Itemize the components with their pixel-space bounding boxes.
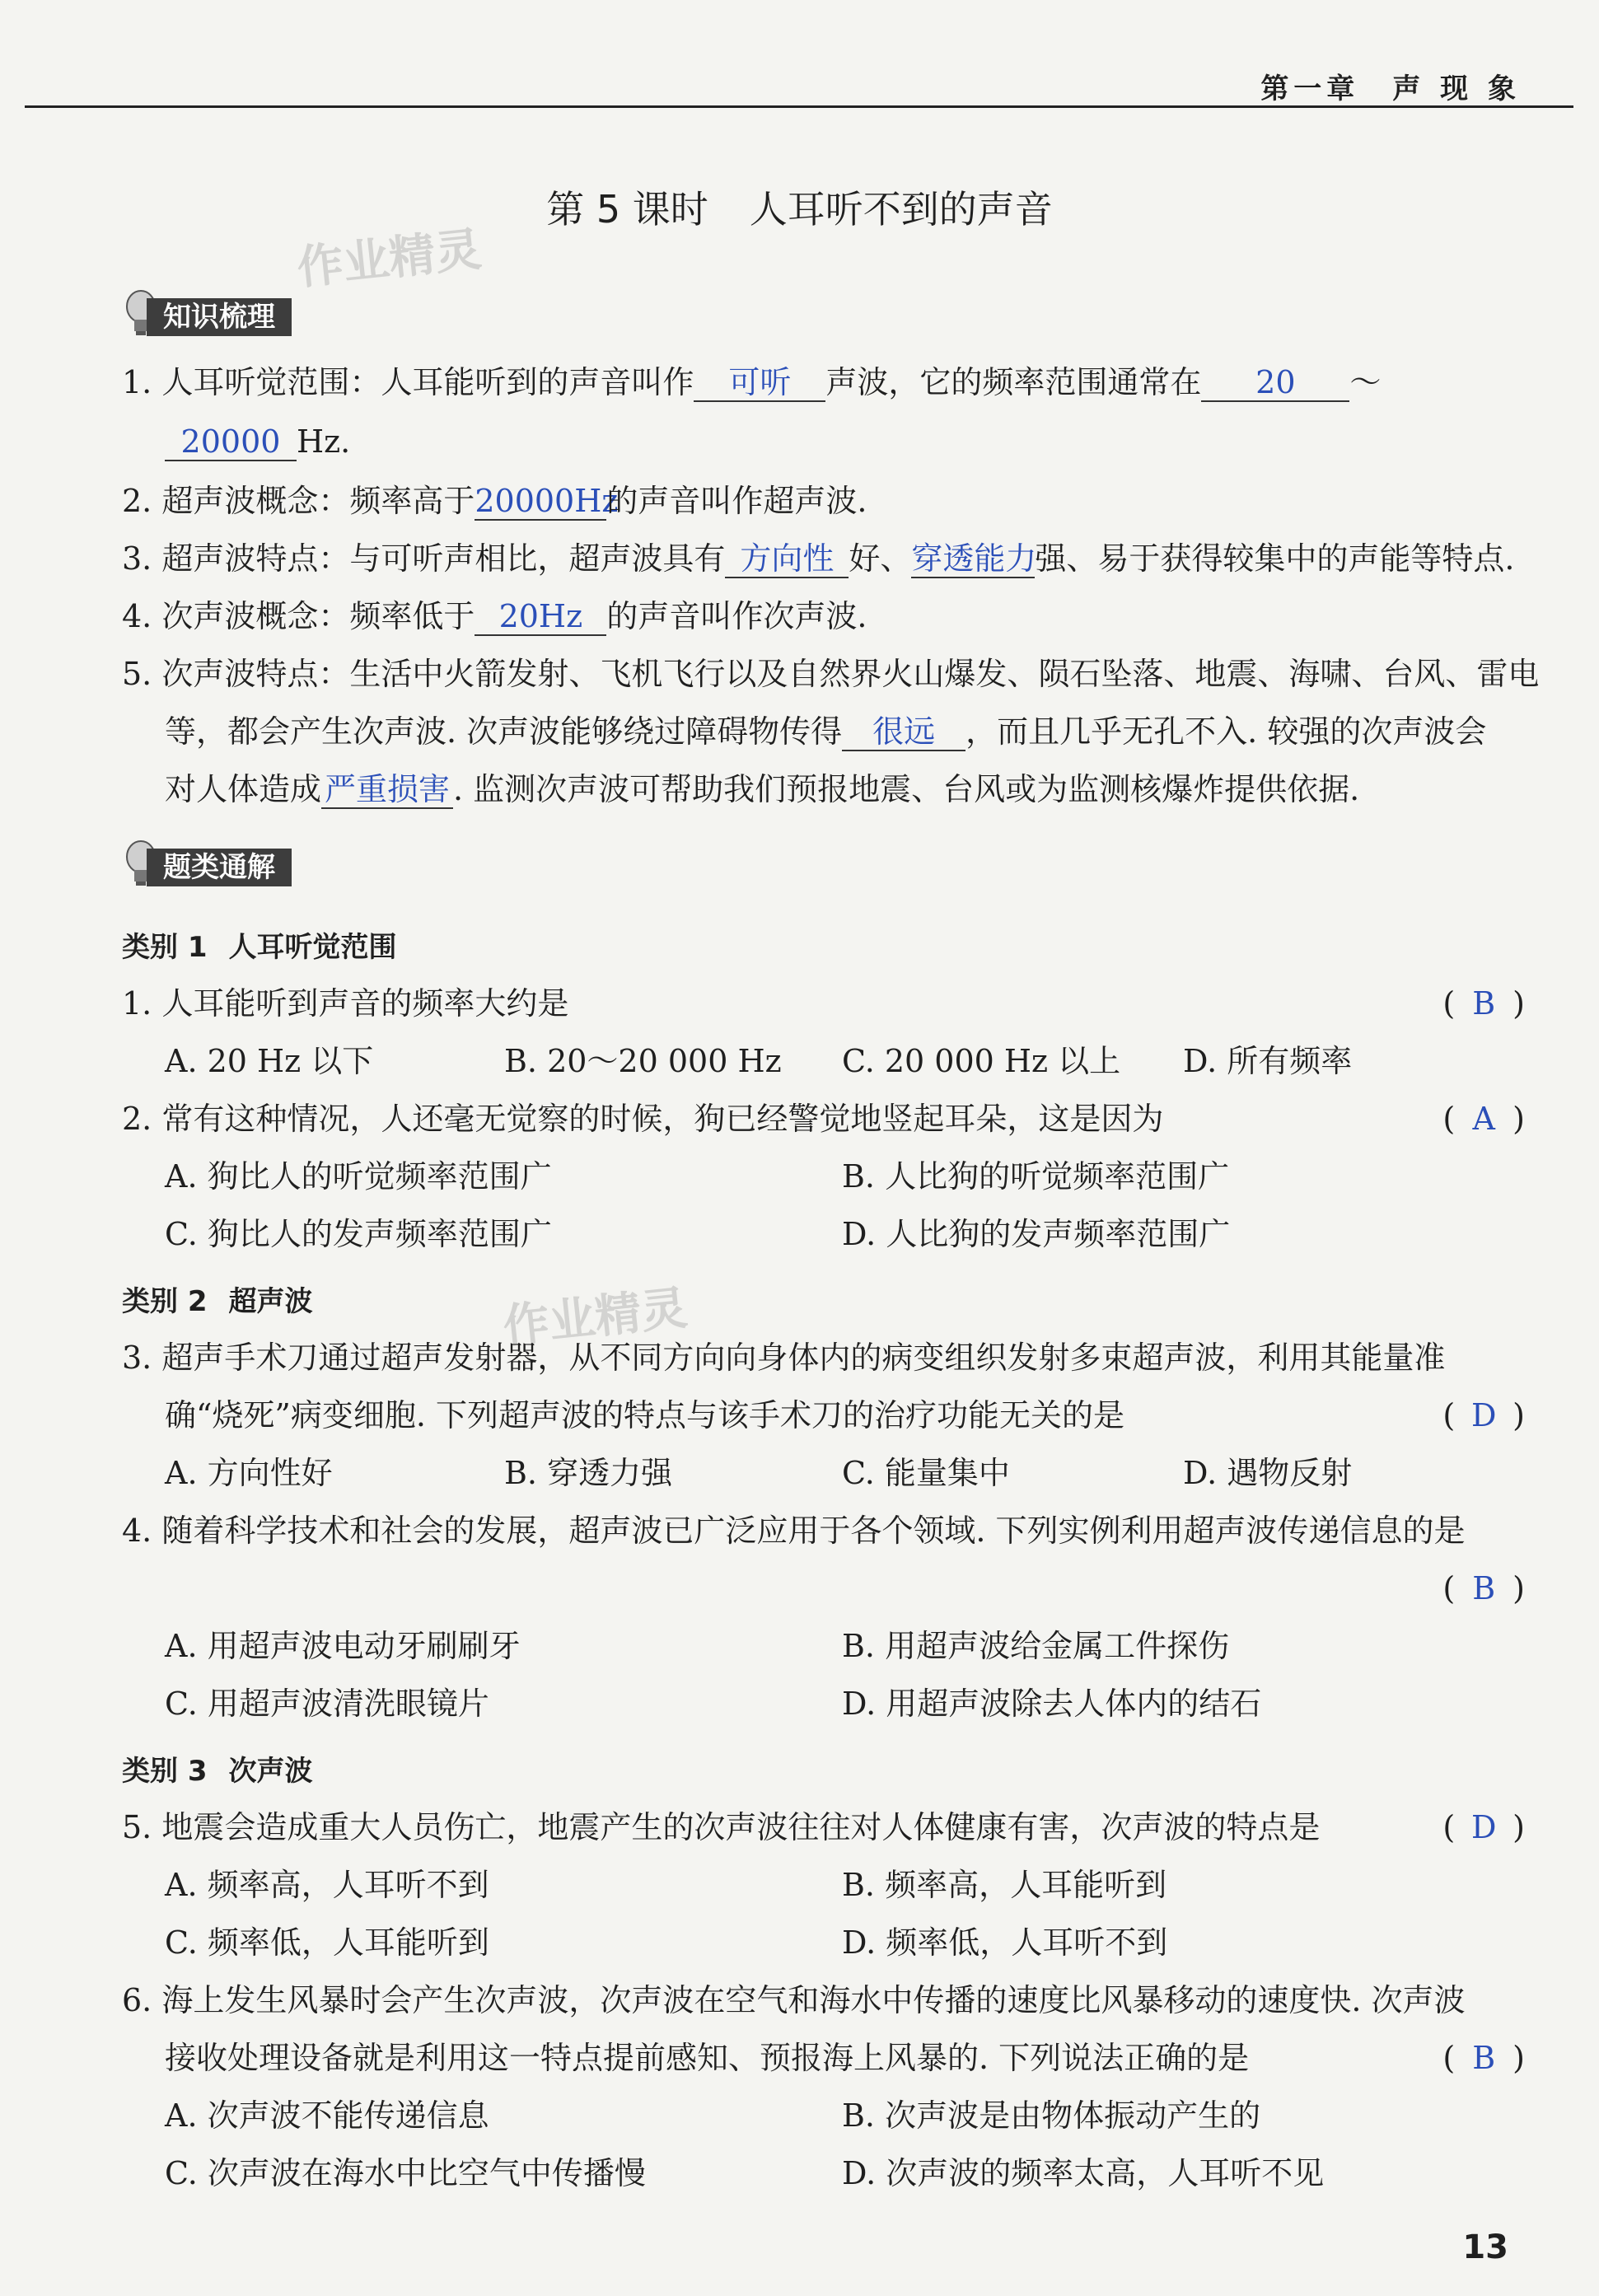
q4-option-d: D. 用超声波除去人体内的结石 [842,1686,1262,1722]
q2-option-c: C. 狗比人的发声频率范围广 [165,1216,552,1252]
question-6-stem-1: 6. 海上发生风暴时会产生次声波，次声波在空气和海水中传播的速度比风暴移动的速度快. 次声波 [122,1982,1466,2018]
category-1: 类别 1 人耳听觉范围 [122,931,397,964]
q5-option-b: B. 频率高，人耳能听到 [842,1867,1167,1903]
answer-blank: 可听 [694,364,825,402]
q6-option-d: D. 次声波的频率太高，人耳听不见 [842,2155,1325,2191]
question-2-answer: ( A ) [1442,1101,1525,1137]
question-4-stem: 4. 随着科学技术和社会的发展，超声波已广泛应用于各个领域. 下列实例利用超声波传递信息的是 [122,1513,1466,1549]
q5-option-a: A. 频率高，人耳听不到 [165,1867,489,1903]
q2-option-d: D. 人比狗的发声频率范围广 [842,1216,1231,1252]
q4-option-a: A. 用超声波电动牙刷刷牙 [165,1628,521,1664]
knowledge-item-5-line2: 等，都会产生次声波. 次声波能够绕过障碍物传得 很远 ，而且几乎无孔不入. 较强的次声波会 [165,713,1487,750]
q1-option-d: D. 所有频率 [1183,1043,1353,1079]
question-3-answer: ( D ) [1442,1397,1525,1433]
q5-option-d: D. 频率低，人耳听不到 [842,1924,1168,1961]
question-6-answer: ( B ) [1442,2040,1525,2076]
knowledge-item-2: 2. 超声波概念：频率高于20000Hz的声音叫作超声波. [122,483,867,519]
question-2-stem: 2. 常有这种情况，人还毫无觉察的时候，狗已经警觉地竖起耳朵，这是因为 [122,1101,1164,1137]
answer-blank: 穿透能力 [911,540,1037,577]
q2-option-b: B. 人比狗的听觉频率范围广 [842,1158,1230,1195]
watermark: 作业精灵 [294,222,484,296]
lesson-number: 第 5 课时 [546,187,708,231]
knowledge-item-4: 4. 次声波概念：频率低于 20Hz 的声音叫作次声波. [122,598,867,634]
question-4-answer: ( B ) [1442,1570,1525,1606]
category-3: 类别 3 次声波 [122,1755,313,1788]
q6-option-a: A. 次声波不能传递信息 [165,2097,489,2134]
knowledge-item-3: 3. 超声波特点：与可听声相比，超声波具有 方向性 好、穿透能力强、易于获得较集中的声能等特点. [122,540,1515,577]
answer-blank: 20 [1201,364,1349,402]
category-2: 类别 2 超声波 [122,1285,313,1318]
q4-option-b: B. 用超声波给金属工件探伤 [842,1628,1230,1664]
q6-option-b: B. 次声波是由物体振动产生的 [842,2097,1261,2134]
q3-option-b: B. 穿透力强 [504,1455,673,1491]
q1-option-b: B. 20～20 000 Hz [504,1043,782,1079]
answer-blank: 方向性 [725,540,849,578]
page-number: 13 [1462,2228,1508,2266]
q3-option-d: D. 遇物反射 [1183,1455,1353,1491]
knowledge-item-1-cont: 20000 Hz. [165,422,350,461]
chapter-header: 第一章 声 现 象 [1260,72,1521,105]
answer-blank: 很远 [842,713,965,751]
q2-option-a: A. 狗比人的听觉频率范围广 [165,1158,552,1195]
answer-blank: 20000 [165,423,297,461]
q3-option-a: A. 方向性好 [165,1455,333,1491]
question-3-stem-1: 3. 超声手术刀通过超声发射器，从不同方向向身体内的病变组织发射多束超声波，利用其能量准 [122,1340,1446,1376]
lesson-title [0,180,1599,234]
answer-blank: 严重损害 [321,771,453,809]
q4-option-c: C. 用超声波清洗眼镜片 [165,1686,489,1722]
knowledge-item-5-line1: 5. 次声波特点：生活中火箭发射、飞机飞行以及自然界火山爆发、陨石坠落、地震、海啸、台风、雷电 [122,656,1540,692]
answer-blank: 20Hz [475,598,606,636]
q1-option-a: A. 20 Hz 以下 [165,1043,374,1079]
section-title: 题类通解 [147,849,292,886]
q5-option-c: C. 频率低，人耳能听到 [165,1924,489,1961]
answer-blank: 20000Hz [475,483,619,519]
question-1-stem: 1. 人耳能听到声音的频率大约是 [122,985,569,1022]
q3-option-c: C. 能量集中 [842,1455,1010,1491]
section-title: 知识梳理 [147,298,292,336]
header-rule [25,105,1573,108]
question-1-answer: ( B ) [1442,985,1525,1022]
q1-option-c: C. 20 000 Hz 以上 [842,1043,1121,1079]
watermark: 作业精灵 [500,1281,690,1354]
knowledge-item-1: 1. 人耳听觉范围：人耳能听到的声音叫作 可听 声波，它的频率范围通常在 20 ～ [122,364,1382,400]
knowledge-item-5-line3: 对人体造成 严重损害 . 监测次声波可帮助我们预报地震、台风或为监测核爆炸提供依据. [165,771,1360,807]
q6-option-c: C. 次声波在海水中比空气中传播慢 [165,2155,646,2191]
question-6-stem-2: 接收处理设备就是利用这一特点提前感知、预报海上风暴的. 下列说法正确的是 [165,2040,1250,2076]
question-3-stem-2: 确“烧死”病变细胞. 下列超声波的特点与该手术刀的治疗功能无关的是 [165,1397,1125,1433]
question-5-stem: 5. 地震会造成重大人员伤亡，地震产生的次声波往往对人体健康有害，次声波的特点是 [122,1809,1321,1845]
question-5-answer: ( D ) [1442,1809,1525,1845]
lesson-name: 人耳听不到的声音 [749,187,1053,231]
